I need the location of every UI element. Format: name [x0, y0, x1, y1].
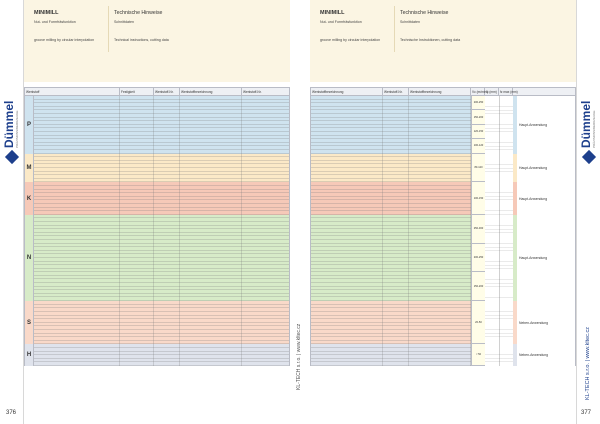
- right-material-table: [310, 87, 576, 366]
- cutting-speed-value: 150-200: [471, 272, 485, 301]
- th-werkstoff-nr-2: Werkstoff-Nr.: [243, 90, 262, 94]
- right-product-title: MINIMILL: [320, 10, 345, 16]
- cutting-speed-value: 100-150: [471, 182, 485, 214]
- right-tech-subtitle: Schnittdaten: [400, 20, 420, 24]
- table-cell: [242, 362, 291, 366]
- table-cell: [120, 362, 154, 366]
- table-cell: [409, 362, 471, 366]
- group-right-p: [310, 96, 576, 154]
- feed-grid: [485, 96, 513, 154]
- cutting-speed-value: 150-200: [471, 110, 485, 124]
- group-label: S: [25, 301, 34, 344]
- group-label: N: [25, 215, 34, 301]
- application-note: Haupt-Anwendung: [517, 154, 575, 183]
- group-s: [24, 301, 290, 344]
- group-right-n: [310, 215, 576, 301]
- right-table-body: [310, 96, 576, 366]
- cutting-speed-value: 20-50: [471, 301, 485, 344]
- brand-logo-right: [579, 78, 599, 148]
- group-right-k: [310, 182, 576, 214]
- right-header-product: [320, 10, 400, 43]
- left-tech-subtitle: Schnittdaten: [114, 20, 134, 24]
- cutting-speed-value: 200-250: [471, 96, 485, 110]
- left-page-number: 376: [6, 410, 17, 416]
- right-product-subtitle: Nut- und Formfräsfunktion: [320, 20, 362, 24]
- brand-logo: [2, 78, 22, 148]
- right-header-tech: [400, 10, 480, 43]
- left-product-title: MINIMILL: [34, 10, 59, 16]
- table-cell: [180, 362, 242, 366]
- application-note: Haupt-Anwendung: [517, 182, 575, 214]
- group-h: [24, 344, 290, 366]
- vertical-brand-text: KL-TECH s.r.o. | www.kltec.cz: [585, 327, 591, 400]
- cutting-speed-value: 250-300: [471, 215, 485, 244]
- left-header: [24, 0, 290, 82]
- table-cell: [34, 362, 120, 366]
- th-werkstoffbezeichnung: Werkstoffbezeichnung: [180, 88, 242, 97]
- left-product-subtitle: Nut- und Formfräsfunktion: [34, 20, 76, 24]
- group-n: [24, 215, 290, 301]
- th-fz: fz (mm): [485, 88, 499, 97]
- application-note: Haupt-Anwendung: [517, 96, 575, 154]
- th-r-werkstoffbezeichnung-2: Werkstoffbezeichnung: [409, 88, 471, 97]
- feed-grid: [485, 301, 513, 344]
- cutting-speed-value: 200-250: [471, 244, 485, 273]
- cutting-speed-value: < 50: [471, 344, 485, 366]
- left-tech-desc: Technical instructions, cutting data: [114, 38, 169, 42]
- table-row: [34, 362, 289, 366]
- group-label: P: [25, 96, 34, 154]
- page-gutter: [290, 0, 310, 424]
- th-werkstoff-nr: Werkstoff-Nr.: [154, 88, 180, 97]
- left-sidebar: [0, 0, 24, 424]
- left-header-product: [34, 10, 114, 43]
- group-right-m: [310, 154, 576, 183]
- right-tech-desc: Technische Instruktionen, cutting data: [400, 38, 461, 42]
- right-header: [310, 0, 576, 82]
- group-right-h: [310, 344, 576, 366]
- left-table-header: [24, 87, 290, 96]
- group-label: M: [25, 154, 34, 183]
- cutting-speed-value: 120-150: [471, 125, 485, 139]
- header-divider: [394, 6, 395, 52]
- th-festigkeit: Festigkeit: [120, 88, 154, 97]
- table-row: [311, 362, 471, 366]
- th-vc: Vc (m/min.): [471, 88, 485, 97]
- th-fz-max: fz max (mm): [499, 88, 513, 97]
- application-note: Neben-Anwendung: [517, 301, 575, 344]
- left-table-body: [24, 96, 290, 366]
- group-k: [24, 182, 290, 214]
- group-label: H: [25, 344, 34, 366]
- logo-subtitle-right: PRÄZISIONSWERKZEUGE: [592, 110, 596, 148]
- table-cell: [383, 362, 409, 366]
- right-product-desc: groove milling by circular interpolation: [320, 38, 381, 42]
- logo-word: Dümmel: [2, 100, 16, 148]
- left-material-table: [24, 87, 290, 366]
- logo-word-right: Dümmel: [579, 100, 593, 148]
- group-m: [24, 154, 290, 183]
- th-r-werkstoffbezeichnung: Werkstoffbezeichnung: [311, 88, 383, 97]
- table-cell: [154, 362, 180, 366]
- th-werkstoff: Werkstoff: [25, 88, 120, 97]
- application-note: Haupt-Anwendung: [517, 215, 575, 301]
- logo-subtitle: PRÄZISIONSWERKZEUGE: [15, 110, 19, 148]
- left-tech-title: Technische Hinweise: [114, 10, 163, 16]
- left-header-tech: [114, 10, 194, 43]
- left-page: [24, 0, 290, 424]
- cutting-speed-value: 80-120: [471, 154, 485, 183]
- right-page-number: 377: [581, 410, 592, 416]
- right-table-header: [310, 87, 576, 96]
- table-cell: [311, 362, 383, 366]
- group-p: [24, 96, 290, 154]
- feed-grid: [485, 215, 513, 301]
- diamond-icon: [5, 150, 19, 164]
- diamond-icon-right: [582, 150, 596, 164]
- group-right-s: [310, 301, 576, 344]
- feed-grid: [485, 182, 513, 214]
- right-tech-title: Technische Hinweise: [400, 10, 449, 16]
- th-r-werkstoff-nr: Werkstoff-Nr.: [383, 88, 409, 97]
- group-label: K: [25, 182, 34, 214]
- right-sidebar: [576, 0, 600, 424]
- header-divider: [108, 6, 109, 52]
- gutter-text: KL-TECH s.r.o. | www.kltec.cz: [296, 323, 302, 390]
- right-page: [310, 0, 576, 424]
- feed-grid: [485, 344, 513, 366]
- cutting-speed-value: 100-120: [471, 139, 485, 153]
- application-note: Neben-Anwendung: [517, 344, 575, 366]
- left-product-desc: groove milling by circular interpolation: [34, 38, 95, 42]
- feed-grid: [485, 154, 513, 183]
